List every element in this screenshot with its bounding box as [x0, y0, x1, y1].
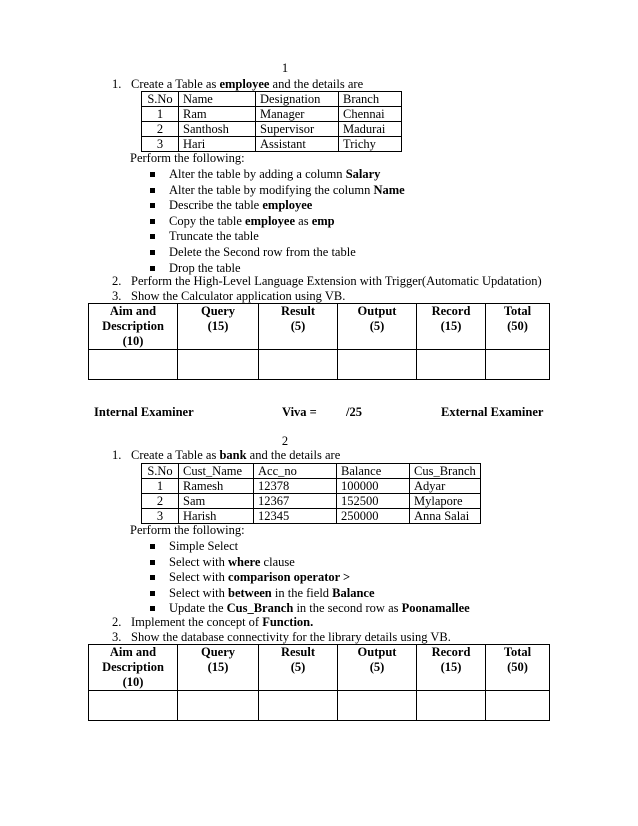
marks-cell-output[interactable] — [338, 691, 417, 721]
marks-cell-record[interactable] — [417, 350, 486, 380]
bullet-icon — [150, 203, 155, 208]
task-list — [150, 539, 470, 617]
table-row: 3 Harish 12345 250000 Anna Salai — [142, 509, 481, 524]
bullet-icon — [150, 591, 155, 596]
bullet-icon — [150, 234, 155, 239]
marks-cell-total[interactable] — [486, 350, 550, 380]
marks-cell-query[interactable] — [178, 691, 259, 721]
list-item: Drop the table — [150, 261, 405, 277]
viva-total: /25 — [346, 405, 362, 419]
bullet-icon — [150, 266, 155, 271]
perform-heading: Perform the following: — [130, 151, 245, 165]
marks-cell-result[interactable] — [259, 691, 338, 721]
table-row: 3 Hari Assistant Trichy — [142, 137, 402, 152]
marks-cell-aim[interactable] — [89, 350, 178, 380]
marks-cell-total[interactable] — [486, 691, 550, 721]
page-number: 2 — [281, 434, 289, 448]
bullet-icon — [150, 188, 155, 193]
bullet-icon — [150, 575, 155, 580]
marks-table — [88, 303, 550, 380]
bullet-icon — [150, 250, 155, 255]
bullet-icon — [150, 560, 155, 565]
bullet-icon — [150, 219, 155, 224]
bullet-icon — [150, 172, 155, 177]
list-item: Describe the table employee — [150, 198, 405, 214]
page-number: 1 — [281, 61, 289, 75]
list-item: Copy the table employee as emp — [150, 214, 405, 230]
internal-examiner: Internal Examiner — [94, 405, 194, 419]
question-1: 1. Create a Table as bank and the details are — [112, 448, 341, 462]
list-item: Select with where clause — [150, 555, 470, 571]
list-item: Simple Select — [150, 539, 470, 555]
table-row: 1 Ramesh 12378 100000 Adyar — [142, 479, 481, 494]
marks-header-row: Aim and Description (10) Query (15) Result (5) Output (5) Record (15) Total (50) — [89, 645, 550, 691]
marks-table — [88, 644, 550, 721]
list-item: Select with comparison operator > — [150, 570, 470, 586]
question-number: 1. — [112, 77, 122, 91]
marks-entry-row — [89, 350, 550, 380]
bullet-icon — [150, 544, 155, 549]
question-2: 2. Implement the concept of Function. — [112, 615, 314, 629]
marks-cell-result[interactable] — [259, 350, 338, 380]
list-item: Alter the table by adding a column Salary — [150, 167, 405, 183]
task-list — [150, 167, 405, 276]
question-2: 2. Perform the High-Level Language Extension with Trigger(Automatic Updatation) — [112, 274, 542, 288]
viva-label: Viva = — [282, 405, 317, 419]
marks-cell-output[interactable] — [338, 350, 417, 380]
table-row: 1 Ram Manager Chennai — [142, 107, 402, 122]
employee-table — [141, 91, 402, 152]
bank-table — [141, 463, 481, 524]
table-row: 2 Sam 12367 152500 Mylapore — [142, 494, 481, 509]
external-examiner: External Examiner — [441, 405, 544, 419]
list-item: Select with between in the field Balance — [150, 586, 470, 602]
marks-cell-aim[interactable] — [89, 691, 178, 721]
table-header-row: S.No Name Designation Branch — [142, 92, 402, 107]
marks-cell-query[interactable] — [178, 350, 259, 380]
table-header-row: S.No Cust_Name Acc_no Balance Cus_Branch — [142, 464, 481, 479]
perform-heading: Perform the following: — [130, 523, 245, 537]
question-3: 3. Show the database connectivity for the library details using VB. — [112, 630, 451, 644]
table-row: 2 Santhosh Supervisor Madurai — [142, 122, 402, 137]
list-item: Truncate the table — [150, 229, 405, 245]
list-item: Alter the table by modifying the column Name — [150, 183, 405, 199]
marks-entry-row — [89, 691, 550, 721]
list-item: Update the Cus_Branch in the second row as Poonamallee — [150, 601, 470, 617]
list-item: Delete the Second row from the table — [150, 245, 405, 261]
marks-header-row: Aim and Description (10) Query (15) Result (5) Output (5) Record (15) Total (50) — [89, 304, 550, 350]
question-1: 1. Create a Table as employee and the details are — [112, 77, 364, 91]
bullet-icon — [150, 606, 155, 611]
marks-cell-record[interactable] — [417, 691, 486, 721]
question-3: 3. Show the Calculator application using VB. — [112, 289, 346, 303]
